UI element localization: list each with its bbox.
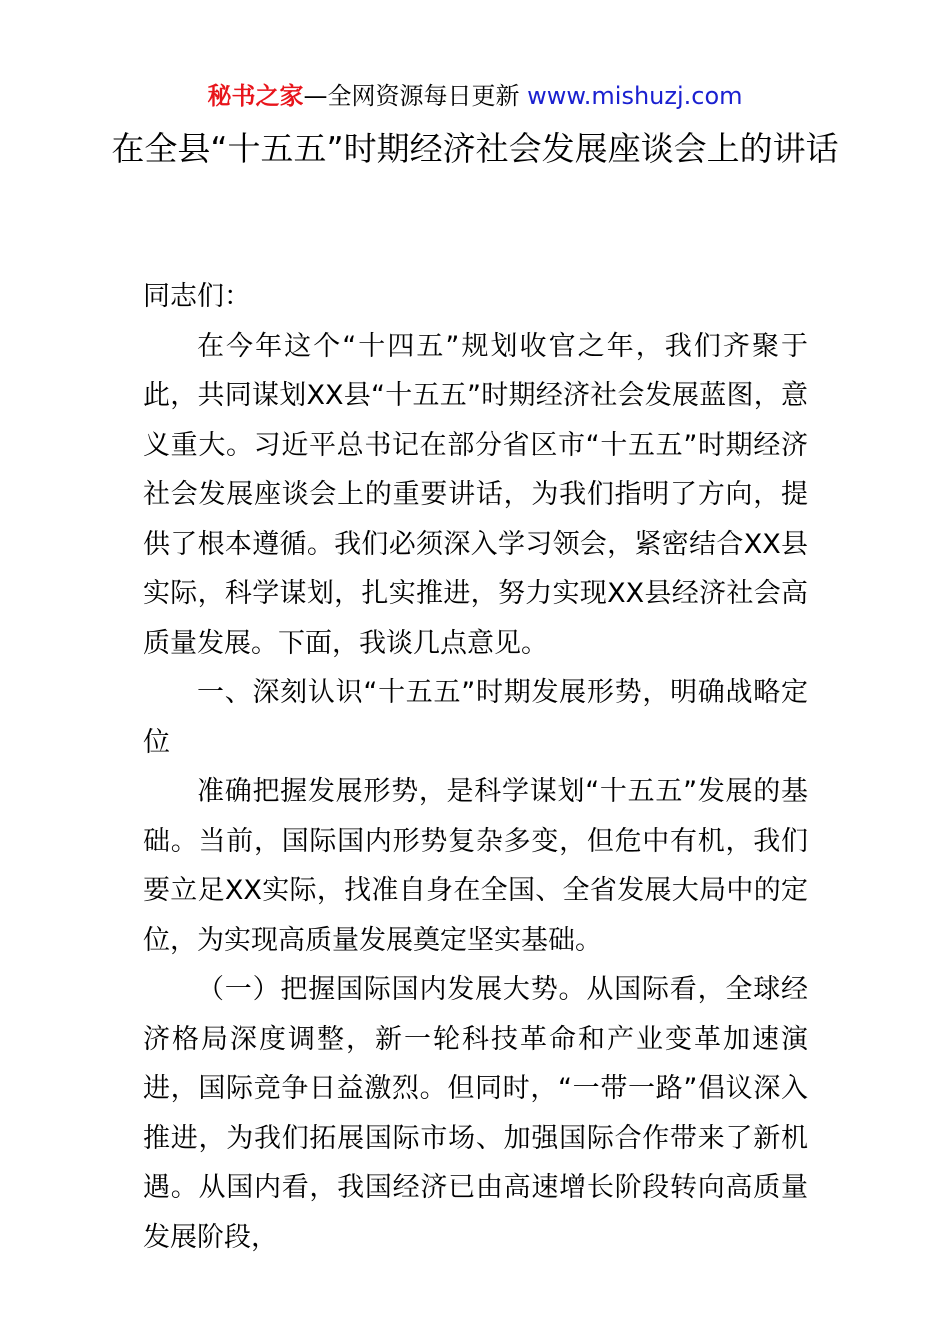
paragraph-subsection-1: （一）把握国际国内发展大势。从国际看，全球经济格局深度调整，新一轮科技革命和产业变革加速演进，国际竞争日益激烈。但同时，“一带一路”倡议深入推进，为我们拓展国际市场、加强国际合作带来了新机遇。从国内看，我国经济已由高速增长阶段转向高质量发展阶段，	[143, 974, 808, 1253]
site-header	[0, 80, 950, 112]
header-tagline: —全网资源每日更新	[303, 82, 528, 110]
paragraph-intro: 在今年这个“十四五”规划收官之年，我们齐聚于此，共同谋划XX县“十五五”时期经济社会发展蓝图，意义重大。习近平总书记在部分省区市“十五五”时期经济社会发展座谈会上的重要讲话，为我们指明了方向，提供了根本遵循。我们必须深入学习领会，紧密结合XX县实际，科学谋划，扎实推进，努力实现XX县经济社会高质量发展。下面，我谈几点意见。	[143, 330, 808, 659]
section-heading-1: 一、深刻认识“十五五”时期发展形势，明确战略定位	[143, 677, 808, 758]
document-body	[143, 272, 808, 1262]
brand-name: 秘书之家	[207, 82, 304, 110]
salutation: 同志们：	[143, 281, 251, 312]
document-title: 在全县“十五五”时期经济社会发展座谈会上的讲话	[111, 129, 839, 168]
paragraph-section-1: 准确把握发展形势，是科学谋划“十五五”发展的基础。当前，国际国内形势复杂多变，但危中有机，我们要立足XX实际，找准自身在全国、全省发展大局中的定位，为实现高质量发展奠定坚实基础。	[143, 776, 808, 956]
site-link[interactable]: www.mishuzj.com	[527, 82, 743, 110]
